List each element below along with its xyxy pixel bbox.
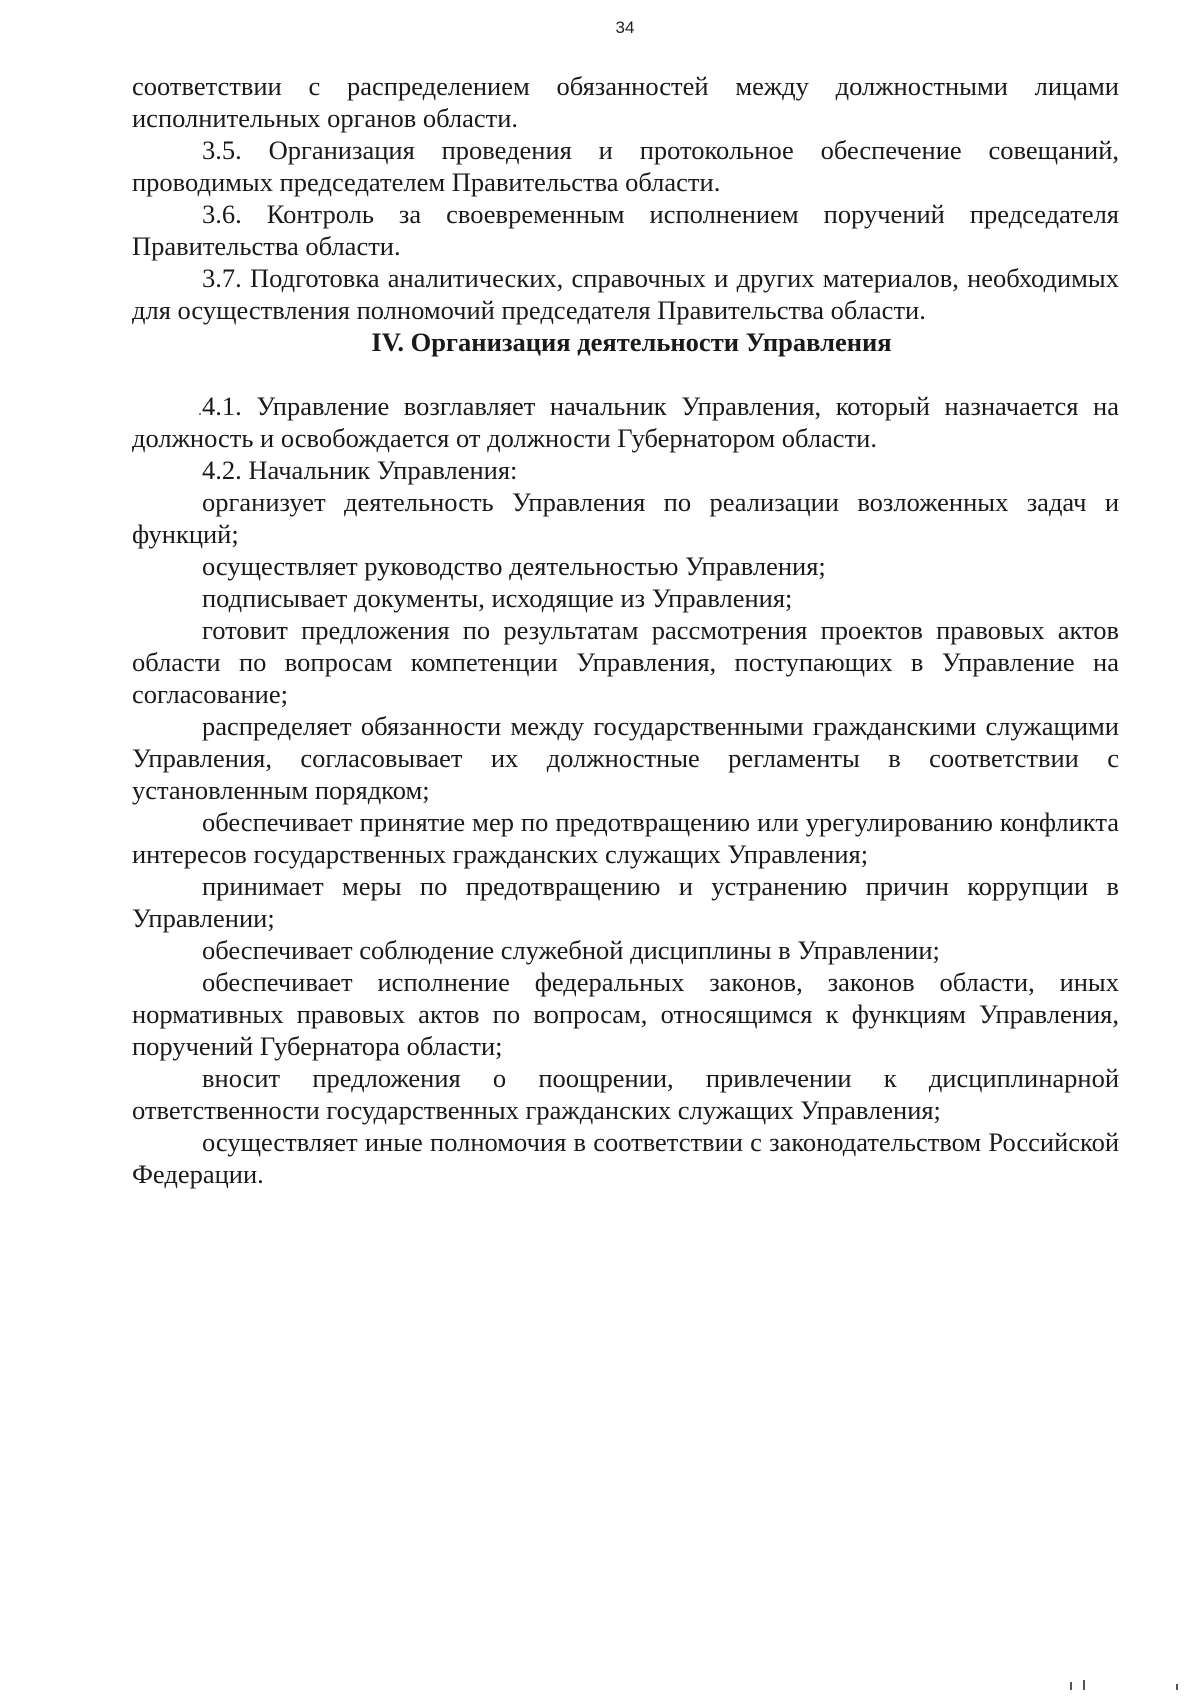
scan-speck <box>1070 1682 1072 1690</box>
paragraph: 3.6. Контроль за своевременным исполнением поручений председателя Правительства области. <box>132 199 1119 261</box>
paragraph: 4.2. Начальник Управления: <box>202 455 518 485</box>
scan-speck <box>1176 1684 1178 1690</box>
paragraph: 3.7. Подготовка аналитических, справочных и других материалов, необходимых для осуществления полномочий председателя Правительства области. <box>132 263 1119 325</box>
section-heading: IV. Организация деятельности Управления <box>371 327 892 357</box>
paragraph: соответствии с распределением обязанностей между должностными лицами исполнительных органов области. <box>132 71 1119 133</box>
paragraph: обеспечивает исполнение федеральных законов, законов области, иных нормативных правовых актов по вопросам, относящимся к функциям Управления, поручений Губернатора области; <box>132 967 1119 1061</box>
paragraph: распределяет обязанности между государственными гражданскими служащими Управления, согласовывает их должностные регламенты в соответствии с установленным порядком; <box>132 711 1119 805</box>
scan-speck <box>199 413 201 415</box>
section-spacer <box>132 358 1119 390</box>
scan-speck <box>1083 1680 1085 1690</box>
paragraph: принимает меры по предотвращению и устранению причин коррупции в Управлении; <box>132 871 1119 933</box>
paragraph: обеспечивает соблюдение служебной дисциплины в Управлении; <box>202 935 940 965</box>
paragraph: осуществляет иные полномочия в соответствии с законодательством Российской Федерации. <box>132 1127 1119 1189</box>
paragraph: организует деятельность Управления по реализации возложенных задач и функций; <box>132 487 1119 549</box>
paragraph: обеспечивает принятие мер по предотвращению или урегулированию конфликта интересов государственных гражданских служащих Управления; <box>132 807 1119 869</box>
paragraph: вносит предложения о поощрении, привлечении к дисциплинарной ответственности государственных гражданских служащих Управления; <box>132 1063 1119 1125</box>
paragraph: 4.1. Управление возглавляет начальник Управления, который назначается на должность и освобождается от должности Губернатором области. <box>132 391 1119 453</box>
paragraph: подписывает документы, исходящие из Управления; <box>202 583 793 613</box>
paragraphs-after-section <box>132 390 1119 1190</box>
paragraph: 3.5. Организация проведения и протокольное обеспечение совещаний, проводимых председателем Правительства области. <box>132 135 1119 197</box>
paragraph: осуществляет руководство деятельностью Управления; <box>202 551 826 581</box>
paragraphs-before-section <box>132 70 1119 326</box>
document-body <box>132 70 1119 1190</box>
paragraph: готовит предложения по результатам рассмотрения проектов правовых актов области по вопросам компетенции Управления, поступающих в Управление на согласование; <box>132 615 1119 709</box>
page-number: 34 <box>615 18 635 37</box>
